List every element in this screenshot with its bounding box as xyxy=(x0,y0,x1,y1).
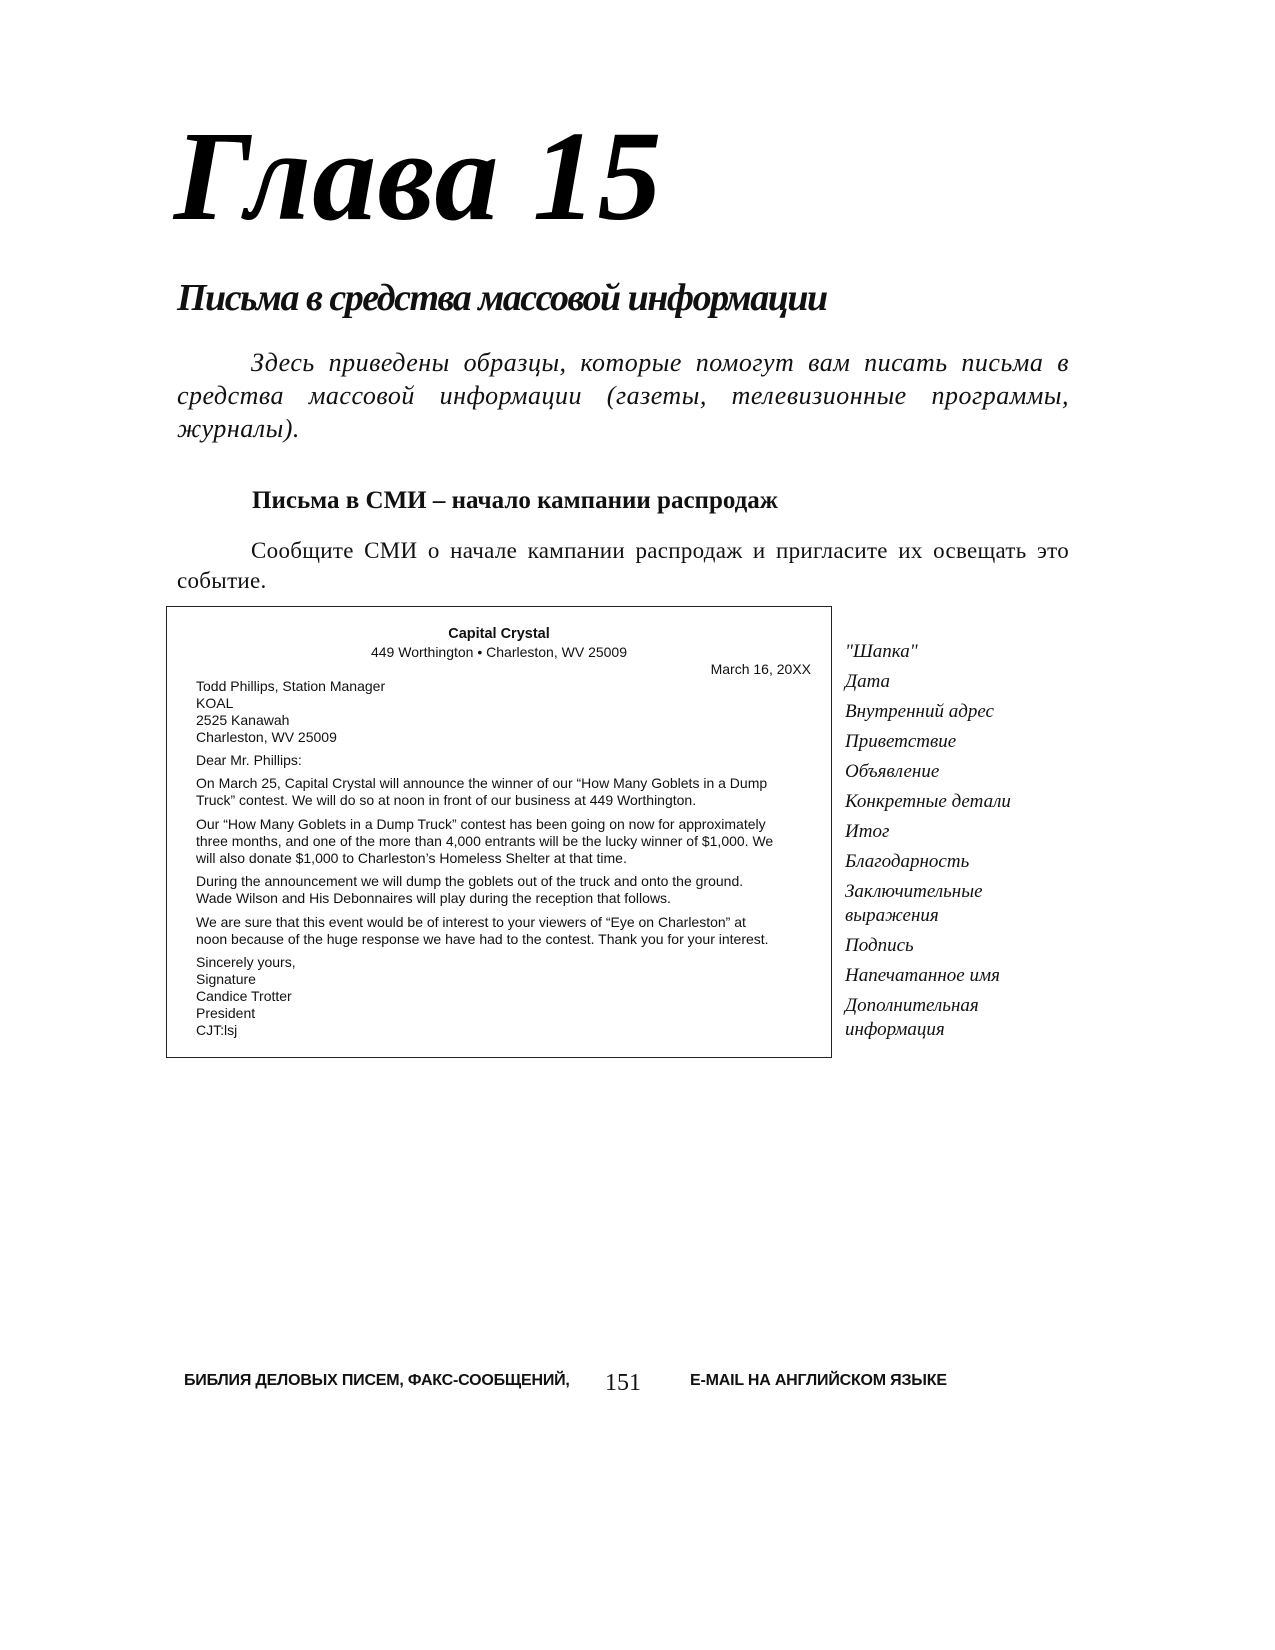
sample-letter xyxy=(166,606,832,1058)
section-description: Сообщите СМИ о начале кампании распродаж и пригласите их освещать это событие. xyxy=(177,538,1069,593)
annotation-letterhead: "Шапка" xyxy=(845,641,918,662)
letter-paragraph-line: noon because of the huge response we have had to the contest. Thank you for your interest. xyxy=(196,931,769,947)
annotation-typed-name: Напечатанное имя xyxy=(845,965,1000,986)
annotation-announcement: Объявление xyxy=(845,761,940,782)
letter-paragraph-line: three months, and one of the more than 4,000 entrants will be the lucky winner of $1,000. We xyxy=(196,833,774,849)
letter-date: March 16, 20XX xyxy=(710,661,811,677)
annotation-closing: Заключительные выражения xyxy=(845,881,983,926)
annotation-details: Конкретные детали xyxy=(845,791,1011,812)
letter-paragraph-line: During the announcement we will dump the goblets out of the truck and onto the ground. xyxy=(196,873,744,889)
annotation-salutation: Приветствие xyxy=(845,731,957,752)
annotation-inside-address: Внутренний адрес xyxy=(845,701,994,722)
inside-address-line: Charleston, WV 25009 xyxy=(196,729,337,745)
letter-closing: Sincerely yours, xyxy=(196,954,296,970)
letter-paragraph-line: will also donate $1,000 to Charleston’s Homeless Shelter at that time. xyxy=(196,850,627,866)
letter-salutation: Dear Mr. Phillips: xyxy=(196,752,302,768)
annotation-date: Дата xyxy=(845,671,891,692)
page-number: 151 xyxy=(605,1370,641,1396)
section-heading: Письма в СМИ – начало кампании распродаж xyxy=(252,487,778,514)
letter-paragraph-line: Our “How Many Goblets in a Dump Truck” contest has been going on now for approximately xyxy=(196,816,766,832)
letter-paragraph-line: We are sure that this event would be of interest to your viewers of “Eye on Charleston” at xyxy=(196,914,746,930)
annotation-thanks: Благодарность xyxy=(845,851,970,872)
letter-typed-name: Candice Trotter xyxy=(196,988,292,1004)
letter-company-address: 449 Worthington • Charleston, WV 25009 xyxy=(370,644,627,660)
letter-paragraph-line: Truck” contest. We will do so at noon in front of our business at 449 Worthington. xyxy=(196,792,697,808)
inside-address-line: Todd Phillips, Station Manager xyxy=(196,678,386,694)
annotation-signature: Подпись xyxy=(845,935,914,956)
chapter-subtitle: Письма в средства массовой информации xyxy=(177,277,827,319)
intro-paragraph: Здесь приведены образцы, которые помогут вам писать письма в средства массовой информации (газеты, телевизионные программы, журналы). xyxy=(177,348,1069,443)
annotation-additional-info: Дополнительная информация xyxy=(845,995,979,1040)
footer-left: БИБЛИЯ ДЕЛОВЫХ ПИСЕМ, ФАКС-СООБЩЕНИЙ, xyxy=(184,1372,570,1389)
letter-position: President xyxy=(196,1005,256,1021)
inside-address-line: 2525 Kanawah xyxy=(196,712,290,728)
annotation-summary: Итог xyxy=(845,821,890,842)
letter-signature: Signature xyxy=(196,971,256,987)
letter-paragraph-line: Wade Wilson and His Debonnaires will play during the reception that follows. xyxy=(196,890,671,906)
inside-address-line: KOAL xyxy=(196,695,234,711)
footer-right: E-MAIL НА АНГЛИЙСКОМ ЯЗЫКЕ xyxy=(690,1372,947,1389)
letter-initials: CJT:lsj xyxy=(196,1022,238,1038)
letter-company-name: Capital Crystal xyxy=(448,626,550,642)
chapter-title: Глава 15 xyxy=(174,105,663,247)
letter-paragraph-line: On March 25, Capital Crystal will announce the winner of our “How Many Goblets in a Dump xyxy=(196,775,768,791)
